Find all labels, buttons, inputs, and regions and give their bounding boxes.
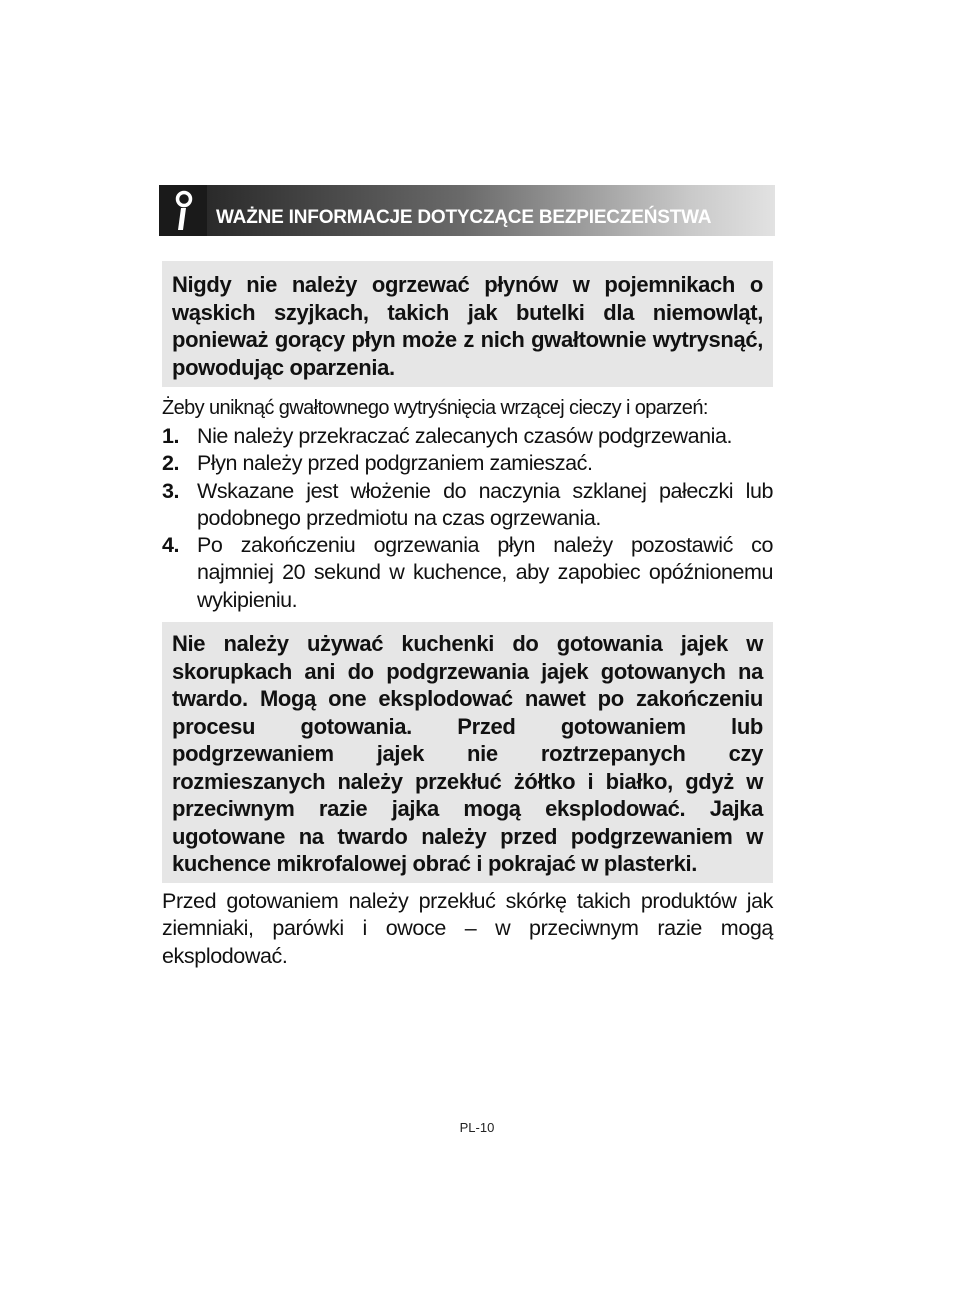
step-number: 1. xyxy=(162,424,180,448)
list-item xyxy=(162,478,773,533)
step-text: Nie należy przekraczać zalecanych czasów podgrzewania. xyxy=(197,424,732,448)
step-text: Po zakończeniu ogrzewania płyn należy pozostawić co najmniej 20 sekund w kuchence, aby zapobiec opóźnionemu wykipieniu. xyxy=(197,533,773,612)
step-number: 4. xyxy=(162,533,180,558)
warning-box-eggs: Nie należy używać kuchenki do gotowania jajek w skorupkach ani do podgrzewania jajek gotowanych na twardo. Mogą one eksplodować nawet po zakończeniu procesu gotowania. Przed gotowaniem lub podgrzewaniem jajek nie roztrzepanych czy rozmieszanych należy przekłuć żółtko i białko, gdyż w przeciwnym razie jajka mogą eksplodować. Jajka ugotowane na twardo należy przed podgrzewaniem w kuchence mikrofalowej obrać i pokrajać w plasterki. xyxy=(162,622,773,883)
safety-steps-list xyxy=(162,423,773,614)
header-icon-box xyxy=(159,185,207,236)
info-i-icon xyxy=(168,188,198,234)
header-title-box xyxy=(207,185,775,236)
step-number: 3. xyxy=(162,478,180,503)
list-item xyxy=(162,450,773,477)
section-title: WAŻNE INFORMACJE DOTYCZĄCE BEZPIECZEŃSTWA xyxy=(216,206,712,228)
step-number: 2. xyxy=(162,451,180,476)
intro-text: Żeby uniknąć gwałtownego wytryśnięcia wrzącej cieczy i oparzeń: xyxy=(162,397,708,419)
page-number: PL-10 xyxy=(459,1120,495,1135)
list-item xyxy=(162,423,773,450)
step-text: Wskazane jest włożenie do naczynia szklanej pałeczki lub podobnego przedmiotu na czas ogrzewania. xyxy=(197,478,773,530)
list-item xyxy=(162,532,773,614)
closing-paragraph: Przed gotowaniem należy przekłuć skórkę takich produktów jak ziemniaki, parówki i owoce – w przeciwnym razie mogą eksplodować. xyxy=(162,889,773,968)
section-header xyxy=(159,185,775,236)
step-text: Płyn należy przed podgrzaniem zamieszać. xyxy=(197,451,593,476)
warning-box-liquids: Nigdy nie należy ogrzewać płynów w pojemnikach o wąskich szyjkach, takich jak butelki dla niemowląt, ponieważ gorący płyn może z nich gwałtownie wytrysnąć, powodując oparzenia. xyxy=(162,261,773,387)
